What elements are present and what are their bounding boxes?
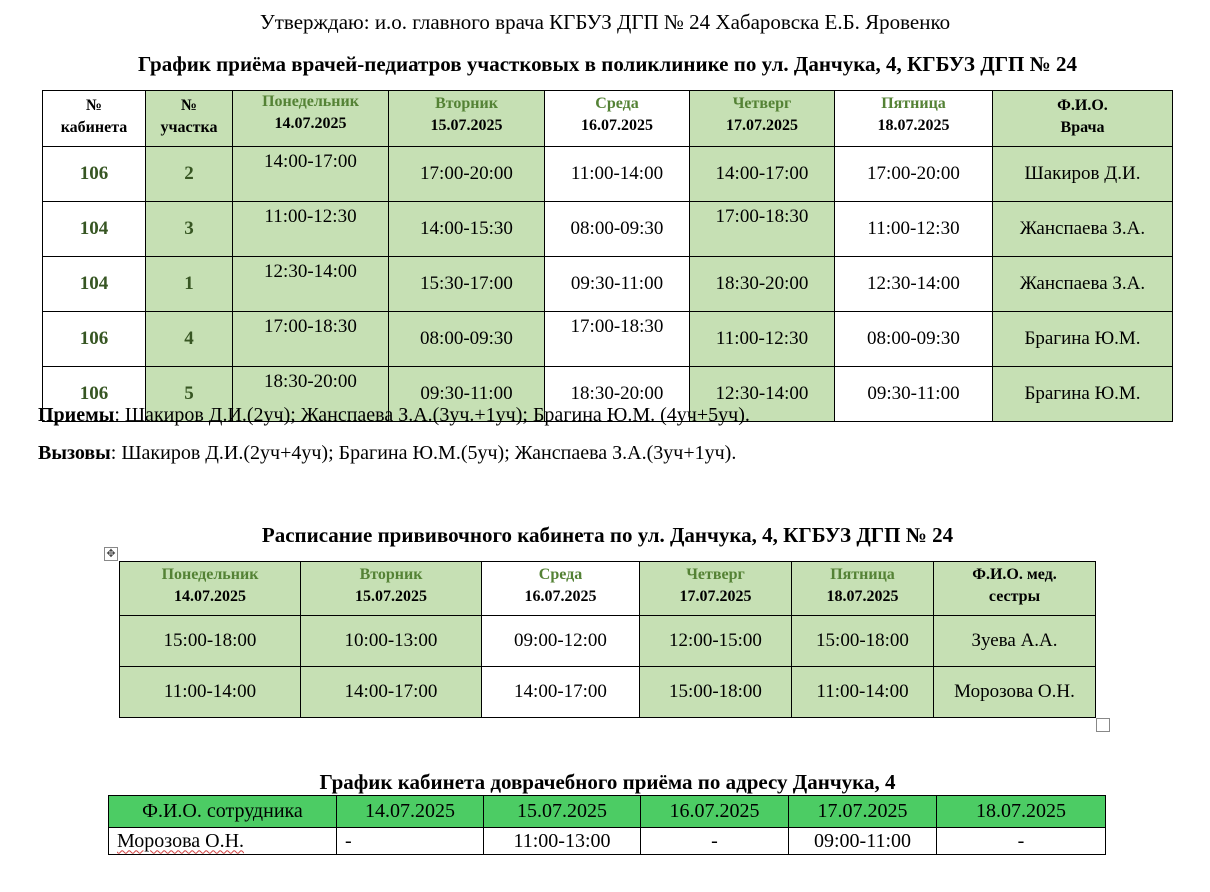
table-header-row (120, 562, 1096, 616)
doctor-schedule-table (42, 90, 1173, 422)
header-thursday: Четверг 17.07.2025 (690, 91, 835, 147)
cell-area: 5 (146, 367, 233, 422)
header-doctor: Ф.И.О. Врача (993, 91, 1173, 147)
cell-doctor: Жанспаева З.А. (993, 257, 1173, 312)
cell-nurse: Морозова О.Н. (934, 667, 1096, 718)
cell-time: 15:00-18:00 (120, 616, 301, 667)
cell-time: 14:00-17:00 (690, 147, 835, 202)
cell-time: 12:00-15:00 (640, 616, 792, 667)
table-row (120, 667, 1096, 718)
cell-time: - (641, 828, 789, 855)
cell-time: 11:00-14:00 (120, 667, 301, 718)
table-row (43, 202, 1173, 257)
header-date: 17.07.2025 (789, 796, 937, 828)
header-cabinet: № кабинета (43, 91, 146, 147)
cell-time: 18:30-20:00 (545, 367, 690, 422)
cell-time: 17:00-18:30 (690, 202, 835, 257)
table-row (43, 257, 1173, 312)
header-thursday: Четверг 17.07.2025 (640, 562, 792, 616)
cell-time: 17:00-18:30 (545, 312, 690, 367)
cell-time: - (937, 828, 1106, 855)
prephysician-schedule-table (108, 795, 1106, 855)
cell-area: 2 (146, 147, 233, 202)
header-date: 14.07.2025 (337, 796, 484, 828)
prephysician-schedule-title: График кабинета доврачебного приёма по адресу Данчука, 4 (319, 770, 896, 794)
cell-area: 1 (146, 257, 233, 312)
cell-time: 09:00-11:00 (789, 828, 937, 855)
header-friday: Пятница 18.07.2025 (792, 562, 934, 616)
cell-time: 09:30-11:00 (835, 367, 993, 422)
approval-line: Утверждаю: и.о. главного врача КГБУЗ ДГП № 24 Хабаровска Е.Б. Яровенко (259, 10, 951, 34)
cell-area: 3 (146, 202, 233, 257)
cell-time: 14:00-15:30 (389, 202, 545, 257)
cell-time: 08:00-09:30 (545, 202, 690, 257)
table-row (109, 828, 1106, 855)
header-friday: Пятница 18.07.2025 (835, 91, 993, 147)
table-row (43, 312, 1173, 367)
cell-time: 18:30-20:00 (690, 257, 835, 312)
table-header-row (109, 796, 1106, 828)
cell-time: 14:00-17:00 (233, 147, 389, 202)
header-tuesday: Вторник 15.07.2025 (389, 91, 545, 147)
cell-employee: Морозова О.Н. (109, 828, 337, 855)
table-move-handle-icon[interactable]: ✥ (104, 547, 118, 561)
header-wednesday: Среда 16.07.2025 (545, 91, 690, 147)
table-row (120, 616, 1096, 667)
cell-time: 11:00-14:00 (545, 147, 690, 202)
header-date: 18.07.2025 (937, 796, 1106, 828)
cell-time: 11:00-12:30 (835, 202, 993, 257)
cell-time: 09:00-12:00 (482, 616, 640, 667)
cell-cabinet: 104 (43, 257, 146, 312)
cell-time: 17:00-20:00 (389, 147, 545, 202)
cell-time: 10:00-13:00 (301, 616, 482, 667)
cell-doctor: Брагина Ю.М. (993, 312, 1173, 367)
cell-time: 08:00-09:30 (389, 312, 545, 367)
table-resize-handle[interactable] (1096, 718, 1110, 732)
cell-cabinet: 106 (43, 312, 146, 367)
cell-time: 09:30-11:00 (545, 257, 690, 312)
header-tuesday: Вторник 15.07.2025 (301, 562, 482, 616)
cell-time: 14:00-17:00 (482, 667, 640, 718)
cell-doctor: Брагина Ю.М. (993, 367, 1173, 422)
header-monday: Понедельник 14.07.2025 (120, 562, 301, 616)
cell-time: 15:30-17:00 (389, 257, 545, 312)
cell-time: 09:30-11:00 (389, 367, 545, 422)
calls-note: Вызовы: Шакиров Д.И.(2уч+4уч); Брагина Ю.М.(5уч); Жанспаева З.А.(3уч+1уч). (38, 442, 737, 464)
cell-time: 12:30-14:00 (233, 257, 389, 312)
cell-time: 12:30-14:00 (835, 257, 993, 312)
cell-time: 14:00-17:00 (301, 667, 482, 718)
cell-time: 18:30-20:00 (233, 367, 389, 422)
cell-cabinet: 104 (43, 202, 146, 257)
cell-doctor: Шакиров Д.И. (993, 147, 1173, 202)
header-date: 15.07.2025 (484, 796, 641, 828)
cell-time: 15:00-18:00 (792, 616, 934, 667)
header-nurse: Ф.И.О. мед. сестры (934, 562, 1096, 616)
vaccination-schedule-title: Расписание прививочного кабинета по ул. Данчука, 4, КГБУЗ ДГП № 24 (261, 523, 954, 547)
cell-time: 15:00-18:00 (640, 667, 792, 718)
header-area: № участка (146, 91, 233, 147)
cell-time: 17:00-20:00 (835, 147, 993, 202)
table-row (43, 147, 1173, 202)
receptions-note: Приемы: Шакиров Д.И.(2уч); Жанспаева З.А.(3уч.+1уч); Брагина Ю.М. (4уч+5уч). (38, 404, 750, 426)
header-wednesday: Среда 16.07.2025 (482, 562, 640, 616)
cell-time: 11:00-12:30 (690, 312, 835, 367)
cell-time: 11:00-12:30 (233, 202, 389, 257)
cell-cabinet: 106 (43, 147, 146, 202)
cell-area: 4 (146, 312, 233, 367)
cell-nurse: Зуева А.А. (934, 616, 1096, 667)
cell-doctor: Жанспаева З.А. (993, 202, 1173, 257)
cell-time: 12:30-14:00 (690, 367, 835, 422)
cell-cabinet: 106 (43, 367, 146, 422)
header-date: 16.07.2025 (641, 796, 789, 828)
cell-time: 11:00-14:00 (792, 667, 934, 718)
cell-time: - (337, 828, 484, 855)
cell-time: 11:00-13:00 (484, 828, 641, 855)
cell-time: 17:00-18:30 (233, 312, 389, 367)
header-monday: Понедельник 14.07.2025 (233, 91, 389, 147)
cell-time: 08:00-09:30 (835, 312, 993, 367)
header-employee: Ф.И.О. сотрудника (109, 796, 337, 828)
doctor-schedule-title: График приёма врачей-педиатров участковых в поликлинике по ул. Данчука, 4, КГБУЗ ДГП № 24 (137, 52, 1077, 76)
vaccination-schedule-table (119, 561, 1096, 718)
table-header-row (43, 91, 1173, 147)
